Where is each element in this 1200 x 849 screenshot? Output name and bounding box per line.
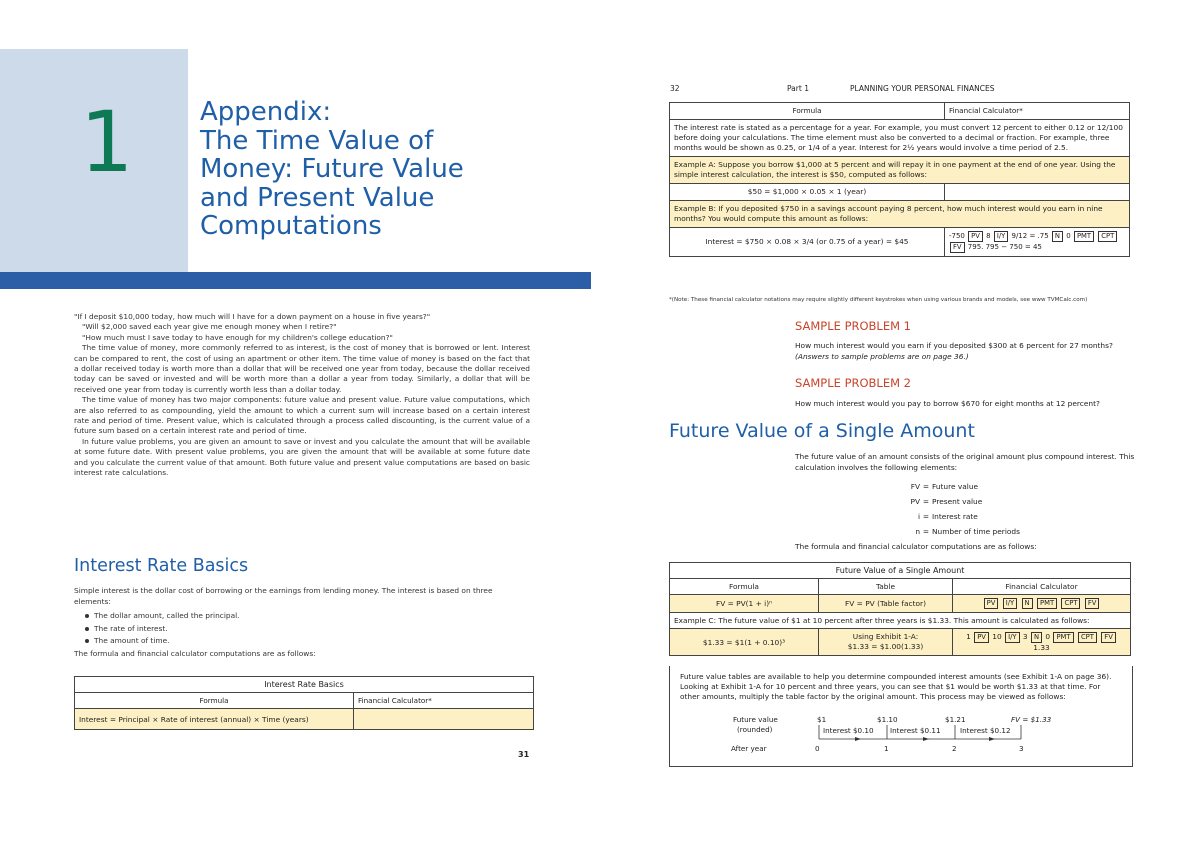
pv-key: PV: [984, 598, 999, 609]
year-value: 3: [1019, 744, 1024, 753]
definition: n = Number of time periods: [915, 527, 1020, 536]
future-formula-intro: The formula and financial calculator computations are as follows:: [795, 542, 1037, 551]
fv-key: FV: [1085, 598, 1100, 609]
timeline-label: Future value: [733, 715, 778, 724]
col-header: Formula: [75, 693, 354, 709]
compounding-timeline: [669, 713, 1131, 763]
after-year-label: After year: [731, 744, 767, 753]
fv-formula: FV = PV(1 + i)ⁿ: [670, 595, 819, 613]
timeline-arrows: [669, 713, 1131, 763]
answers-note: (Answers to sample problems are on page 36.): [795, 351, 969, 361]
cpt-key: CPT: [1078, 632, 1097, 643]
timeline-value: $1.21: [945, 715, 966, 724]
part-label: Part 1: [787, 84, 809, 93]
iy-key: I/Y: [994, 231, 1008, 242]
page-number: 31: [518, 750, 530, 759]
interest-heading: Interest Rate Basics: [74, 556, 249, 576]
page-number: 32: [670, 84, 680, 93]
cpt-key: CPT: [1098, 231, 1117, 242]
sample-question: How much interest would you earn if you deposited $300 at 6 percent for 27 months?: [795, 341, 1113, 350]
interest-explanation: The interest rate is stated as a percentage for a year. For example, you must convert 12 percent to either 0.12 or 12/100 before doing your calculations. The time element must also be converted to a decimal or fraction. For example, three months would be shown as 0.25, or 1/4 of a year. Interest for 2½ years would involve a time period of 2.5.: [670, 120, 1130, 157]
calculator-note: *(Note: These financial calculator notations may require slightly different keystrokes when using various brands and models, see www TVMCalc.com): [669, 297, 1088, 303]
calc-value: -750: [949, 232, 965, 240]
definitions-list: [795, 479, 1135, 539]
col-header: Financial Calculator*: [354, 693, 534, 709]
sample-problem-1-text: [795, 341, 1135, 362]
calc-cell: [945, 184, 1130, 201]
example-a-formula: $50 = $1,000 × 0.05 × 1 (year): [670, 184, 945, 201]
intro-paragraph: "How much must I save today to have enough for my children's college education?": [82, 332, 393, 342]
interest-label: Interest $0.11: [890, 726, 941, 735]
calc-value: 795. 795 − 750 = 45: [967, 243, 1042, 251]
future-value-table: [669, 562, 1131, 656]
col-header: Formula: [670, 579, 819, 595]
col-header: Financial Calculator*: [945, 103, 1130, 120]
definition: PV = Present value: [910, 497, 983, 506]
title-line: Money: Future Value: [200, 154, 464, 184]
example-b: Example B: If you deposited $750 in a savings account paying 8 percent, how much interest would you earn in nine months? You would compute this amount as follows:: [670, 201, 1130, 228]
title-line: Appendix:: [200, 97, 332, 127]
calc-value: 9/12 = .75: [1011, 232, 1049, 240]
fv-tables-text: Future value tables are available to help you determine compounded interest amounts (see Exhibit 1-A on page 36). Looking at Exhibit 1-A for 10 percent and three years, you can see that $1 would be worth $1.33 at that time. For other amounts, multiply the table factor by the original amount. This process may be viewed as follows:: [680, 672, 1112, 702]
element-list: [84, 611, 530, 647]
timeline-value: $1.10: [877, 715, 898, 724]
title-line: Computations: [200, 211, 382, 241]
example-b-formula: Interest = $750 × 0.08 × 3/4 (or 0.75 of a year) = $45: [670, 228, 945, 257]
iy-key: I/Y: [1003, 598, 1017, 609]
year-value: 1: [884, 744, 889, 753]
n-key: N: [1052, 231, 1063, 242]
timeline-value: $1: [817, 715, 827, 724]
pv-key: PV: [974, 632, 989, 643]
calc-value: 1.33: [1033, 643, 1050, 652]
n-key: N: [1031, 632, 1042, 643]
chapter-divider: [0, 272, 591, 289]
running-head: PLANNING YOUR PERSONAL FINANCES: [850, 84, 995, 93]
intro-text: [74, 312, 530, 479]
col-header: Formula: [670, 103, 945, 120]
calc-value: 8: [986, 232, 991, 240]
title-line: The Time Value of: [200, 125, 434, 156]
interest-examples-table: [669, 102, 1130, 257]
formula-intro: The formula and financial calculator computations are as follows:: [74, 648, 316, 658]
fv-calc-keys: [953, 595, 1131, 613]
table-caption: Interest Rate Basics: [75, 677, 534, 693]
calc-value: 10: [992, 632, 1002, 641]
formula-cell: Interest = Principal × Rate of interest (annual) × Time (years): [75, 709, 354, 730]
pmt-key: PMT: [1074, 231, 1094, 242]
timeline-value: FV = $1.33: [1011, 715, 1052, 724]
intro-paragraph: The time value of money has two major components: future value and present value. Future value computations, which are also referred to as compounding, yield the amount to which a current sum will increase based on a certain interest rate and period of time. Present value, which is calculated through a process called discounting, is the current value of a future sum based on a certain interest rate and period of time.: [74, 395, 530, 436]
example-b-calc: [945, 228, 1130, 257]
interest-label: Interest $0.12: [960, 726, 1011, 735]
interest-text: [74, 586, 530, 660]
table-text: $1.33 = $1.00(1.33): [847, 642, 924, 651]
list-item: The dollar amount, called the principal.: [84, 611, 530, 622]
table-caption: Future Value of a Single Amount: [670, 563, 1131, 579]
example-a: Example A: Suppose you borrow $1,000 at 5 percent and will repay it in one payment at the end of one year. Using the simple interest calculation, the interest is $50, computed as follows:: [670, 157, 1130, 184]
example-c-formula: $1.33 = $1(1 + 0.10)³: [670, 629, 819, 656]
calc-value: 3: [1022, 632, 1028, 641]
interest-rate-table: [74, 676, 534, 730]
fv-table-formula: FV = PV (Table factor): [819, 595, 953, 613]
table-text: Using Exhibit 1-A:: [852, 632, 919, 641]
pmt-key: PMT: [1037, 598, 1057, 609]
chapter-number: 1: [80, 93, 134, 191]
example-c-table: [819, 629, 953, 656]
n-key: N: [1022, 598, 1033, 609]
sample-problem-1-heading: SAMPLE PROBLEM 1: [795, 319, 911, 333]
calc-value: 0: [1045, 632, 1051, 641]
list-item: The rate of interest.: [84, 624, 530, 635]
example-c-calc: [953, 629, 1131, 656]
pv-key: PV: [968, 231, 983, 242]
calc-cell: [354, 709, 534, 730]
calc-value: 0: [1066, 232, 1071, 240]
chapter-title: [200, 98, 580, 241]
year-value: 0: [815, 744, 820, 753]
example-c: Example C: The future value of $1 at 10 percent after three years is $1.33. This amount is calculated as follows:: [670, 613, 1131, 629]
year-value: 2: [952, 744, 957, 753]
calc-value: 1: [966, 632, 971, 641]
sample-problem-2-text: How much interest would you pay to borrow $670 for eight months at 12 percent?: [795, 399, 1100, 408]
intro-paragraph: "Will $2,000 saved each year give me enough money when I retire?": [82, 322, 337, 332]
future-value-intro: The future value of an amount consists of the original amount plus compound interest. This calculation involves the following elements:: [795, 452, 1135, 472]
interest-label: Interest $0.10: [823, 726, 874, 735]
interest-intro: Simple interest is the dollar cost of borrowing or the earnings from lending money. The interest is based on three elements:: [74, 586, 493, 606]
col-header: Financial Calculator: [953, 579, 1131, 595]
intro-paragraph: The time value of money, more commonly referred to as interest, is the cost of money that is borrowed or lent. Interest can be compared to rent, the cost of using an apartment or other item. The time value of money is based on the fact that a dollar received today is worth more than a dollar that will be received one year from today, because the dollar received today can be saved or invested and will be worth more than a dollar a year from today. Similarly, a dollar that will be received one year from today is currently worth less than a dollar today.: [74, 343, 530, 394]
sample-problem-2-heading: SAMPLE PROBLEM 2: [795, 376, 911, 390]
timeline-sublabel: (rounded): [737, 725, 773, 734]
title-line: and Present Value: [200, 182, 435, 213]
pmt-key: PMT: [1053, 632, 1073, 643]
iy-key: I/Y: [1005, 632, 1019, 643]
intro-paragraph: In future value problems, you are given an amount to save or invest and you calculate the amount that will be available at some future date. With present value problems, you are given the amount that will be available at some future date and you calculate the current value of that amount. Both future value and present value computations are based on basic interest rate calculations.: [74, 436, 530, 478]
list-item: The amount of time.: [84, 636, 530, 647]
intro-paragraph: "If I deposit $10,000 today, how much will I have for a down payment on a house in five years?": [74, 312, 431, 321]
definition: FV = Future value: [910, 482, 979, 491]
cpt-key: CPT: [1061, 598, 1080, 609]
fv-key: FV: [950, 242, 965, 253]
future-value-heading: Future Value of a Single Amount: [669, 420, 975, 442]
definition: i = Interest rate: [917, 512, 978, 521]
fv-key: FV: [1101, 632, 1116, 643]
col-header: Table: [819, 579, 953, 595]
